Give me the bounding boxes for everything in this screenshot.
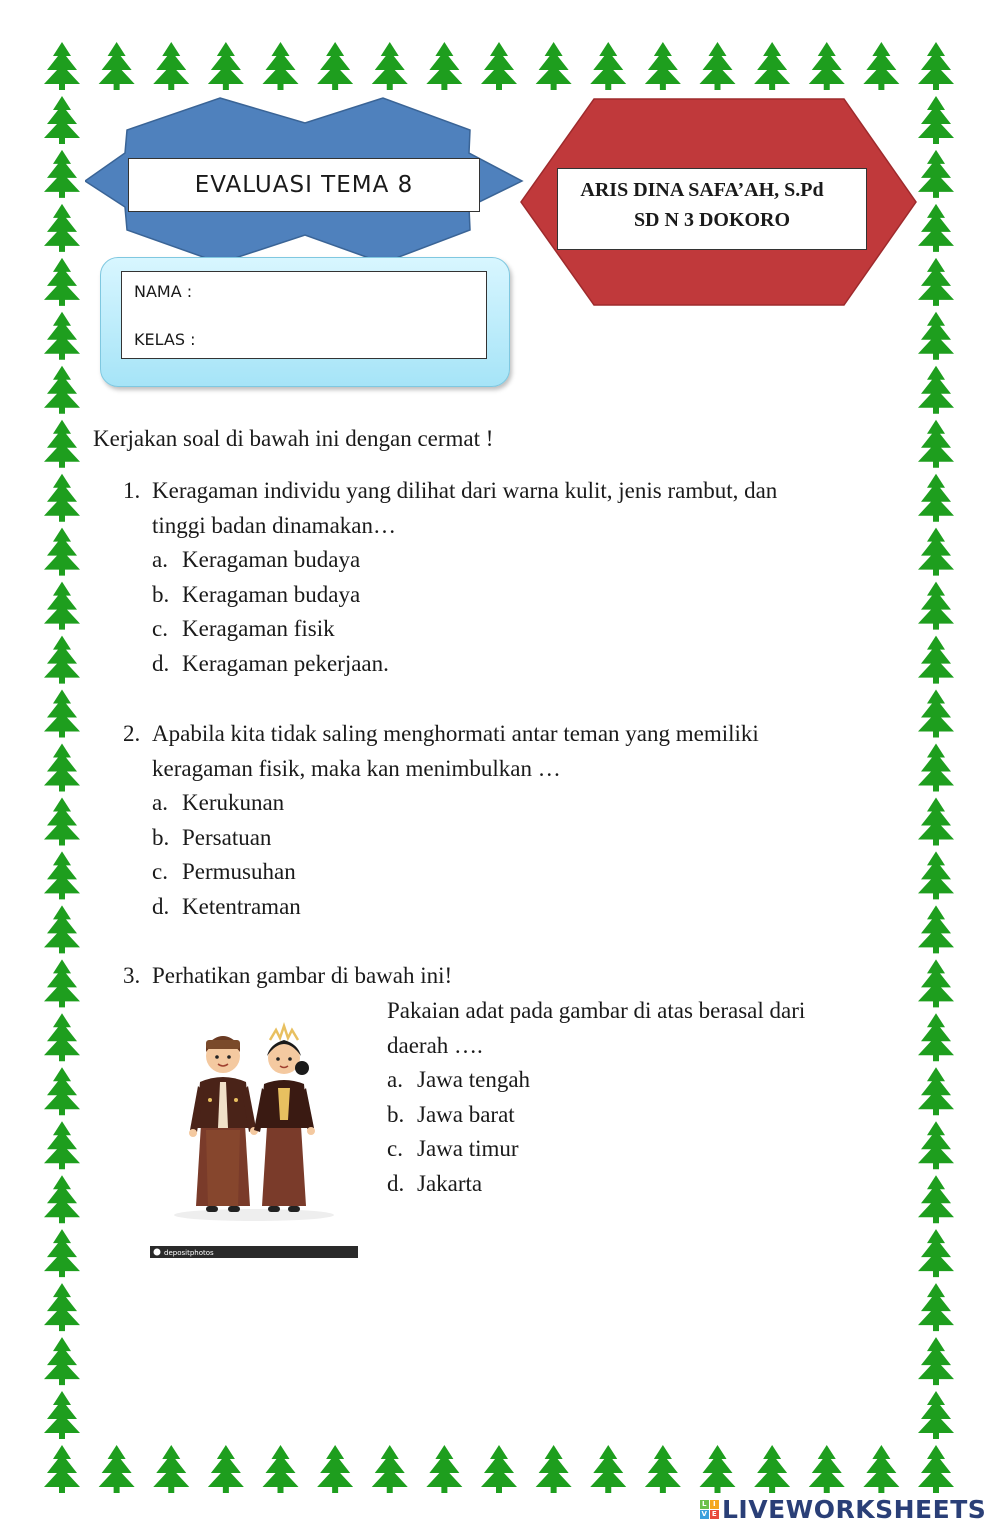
option-c[interactable] <box>152 855 759 890</box>
tree-icon <box>426 42 462 90</box>
tree-icon <box>918 1013 954 1061</box>
identity-box <box>121 271 487 359</box>
tree-icon <box>153 42 189 90</box>
question-text: Keragaman individu yang dilihat dari warna kulit, jenis rambut, dan <box>152 478 778 503</box>
tree-icon <box>372 42 408 90</box>
tree-icon <box>44 1391 80 1439</box>
option-letter: a. <box>152 790 168 815</box>
image-caption: depositphotos <box>164 1249 214 1257</box>
tree-icon <box>426 1445 462 1493</box>
question-number: 2. <box>123 721 141 746</box>
option-letter: c. <box>387 1136 403 1161</box>
tree-icon <box>44 96 80 144</box>
option-a[interactable] <box>152 786 759 821</box>
question-text: daerah …. <box>387 1032 483 1058</box>
tree-icon <box>153 1445 189 1493</box>
tree-icon <box>918 959 954 1007</box>
option-letter: b. <box>152 824 170 850</box>
tree-icon <box>44 366 80 414</box>
option-letter: c. <box>152 616 168 641</box>
tree-icon <box>590 1445 626 1493</box>
option-letter: d. <box>152 893 170 919</box>
option-text: Jakarta <box>417 1170 483 1196</box>
option-text: Ketentraman <box>182 893 301 919</box>
tree-icon <box>99 42 135 90</box>
tree-icon <box>44 744 80 792</box>
tree-icon <box>918 1067 954 1115</box>
question-2 <box>123 717 759 924</box>
option-b[interactable] <box>387 1098 805 1133</box>
question-text: keragaman fisik, maka kan menimbulkan … <box>152 755 561 781</box>
option-letter: d. <box>152 650 170 676</box>
tree-icon <box>809 1445 845 1493</box>
tree-icon <box>44 1337 80 1385</box>
tree-icon <box>754 42 790 90</box>
option-d[interactable] <box>152 647 777 682</box>
question-text: tinggi badan dinamakan… <box>152 512 396 538</box>
option-text: Jawa barat <box>417 1101 515 1127</box>
tree-icon <box>918 312 954 360</box>
tree-icon <box>918 905 954 953</box>
tree-icon <box>44 528 80 576</box>
tree-icon <box>44 905 80 953</box>
tree-icon <box>44 150 80 198</box>
title-box <box>128 158 480 212</box>
tree-icon <box>918 150 954 198</box>
tree-icon <box>918 420 954 468</box>
tree-icon <box>208 1445 244 1493</box>
tree-icon <box>918 96 954 144</box>
tree-icon <box>44 420 80 468</box>
option-letter: b. <box>387 1101 405 1127</box>
logo-text: LIVEWORKSHEETS <box>722 1495 987 1524</box>
tree-icon <box>208 42 244 90</box>
option-text: Keragaman budaya <box>182 547 361 572</box>
option-text: Persatuan <box>182 824 272 850</box>
tree-icon <box>918 258 954 306</box>
tree-icon <box>918 474 954 522</box>
tree-icon <box>481 42 517 90</box>
option-b[interactable] <box>152 821 759 856</box>
tree-icon <box>645 1445 681 1493</box>
tree-icon <box>44 1175 80 1223</box>
option-text: Kerukunan <box>182 790 285 815</box>
logo-letter: E <box>711 1510 718 1518</box>
name-label: NAMA : <box>134 282 193 301</box>
tree-icon <box>44 258 80 306</box>
tree-icon <box>536 1445 572 1493</box>
tree-icon <box>918 851 954 899</box>
option-d[interactable] <box>387 1167 805 1202</box>
page-title: EVALUASI TEMA 8 <box>194 172 414 198</box>
option-text: Keragaman budaya <box>182 581 361 607</box>
tree-icon <box>44 851 80 899</box>
option-text: Jawa tengah <box>417 1067 531 1092</box>
tree-icon <box>44 582 80 630</box>
tree-icon <box>99 1445 135 1493</box>
tree-icon <box>263 1445 299 1493</box>
tree-icon <box>645 42 681 90</box>
tree-icon <box>44 474 80 522</box>
question-text: Pakaian adat pada gambar di atas berasal dari <box>387 998 806 1023</box>
tree-icon <box>918 204 954 252</box>
tree-icon <box>918 797 954 845</box>
question-number: 1. <box>123 478 141 503</box>
school-name: SD N 3 DOKORO <box>633 209 791 231</box>
tree-icon <box>44 1067 80 1115</box>
author-box <box>557 168 867 250</box>
tree-icon <box>44 204 80 252</box>
tree-icon <box>918 1229 954 1277</box>
tree-icon <box>918 1175 954 1223</box>
tree-icon <box>918 1121 954 1169</box>
question-text: Perhatikan gambar di bawah ini! <box>152 963 453 988</box>
tree-icon <box>700 42 736 90</box>
tree-icon <box>918 1283 954 1331</box>
question-number: 3. <box>123 963 141 988</box>
tree-icon <box>918 1337 954 1385</box>
tree-icon <box>263 42 299 90</box>
option-c[interactable] <box>152 612 777 647</box>
traditional-clothing-illustration <box>150 1010 358 1260</box>
tree-icon <box>44 1013 80 1061</box>
tree-icon <box>44 797 80 845</box>
author-name: ARIS DINA SAFA’AH, S.Pd <box>580 179 824 201</box>
class-label: KELAS : <box>134 330 196 349</box>
tree-icon <box>918 582 954 630</box>
liveworksheets-logo[interactable] <box>700 1495 986 1524</box>
tree-icon <box>44 312 80 360</box>
tree-icon <box>918 366 954 414</box>
tree-icon <box>809 42 845 90</box>
tree-icon <box>918 1391 954 1439</box>
option-c[interactable] <box>387 1132 805 1167</box>
question-3-body <box>387 994 805 1201</box>
question-3 <box>123 959 453 994</box>
option-letter: a. <box>387 1067 403 1092</box>
tree-icon <box>918 42 954 90</box>
option-a[interactable] <box>387 1063 805 1098</box>
logo-letter: V <box>701 1510 708 1518</box>
tree-icon <box>918 1445 954 1493</box>
option-letter: b. <box>152 581 170 607</box>
tree-icon <box>317 42 353 90</box>
tree-icon <box>317 1445 353 1493</box>
tree-icon <box>590 42 626 90</box>
tree-icon <box>918 528 954 576</box>
option-letter: c. <box>152 859 168 884</box>
tree-icon <box>536 42 572 90</box>
logo-letter: L <box>700 1500 709 1509</box>
tree-icon <box>918 690 954 738</box>
tree-icon <box>754 1445 790 1493</box>
question-text: Apabila kita tidak saling menghormati antar teman yang memiliki <box>152 721 759 746</box>
tree-icon <box>700 1445 736 1493</box>
tree-icon <box>918 636 954 684</box>
question-1 <box>123 474 778 681</box>
tree-icon <box>44 42 80 90</box>
tree-icon <box>863 42 899 90</box>
option-text: Keragaman fisik <box>182 616 335 641</box>
tree-icon <box>44 690 80 738</box>
tree-icon <box>44 959 80 1007</box>
tree-icon <box>44 1283 80 1331</box>
instruction-text: Kerjakan soal di bawah ini dengan cermat ! <box>93 426 494 451</box>
logo-icon <box>700 1500 719 1519</box>
tree-icon <box>44 1229 80 1277</box>
option-b[interactable] <box>152 578 777 613</box>
tree-icon <box>863 1445 899 1493</box>
tree-icon <box>481 1445 517 1493</box>
option-text: Permusuhan <box>182 859 296 884</box>
option-letter: a. <box>152 547 168 572</box>
tree-icon <box>44 1445 80 1493</box>
option-text: Keragaman pekerjaan. <box>182 650 389 676</box>
option-text: Jawa timur <box>417 1136 519 1161</box>
option-d[interactable] <box>152 890 759 925</box>
tree-icon <box>372 1445 408 1493</box>
tree-icon <box>44 1121 80 1169</box>
logo-letter: I <box>710 1500 719 1509</box>
tree-icon <box>44 636 80 684</box>
option-a[interactable] <box>152 543 777 578</box>
option-letter: d. <box>387 1170 405 1196</box>
tree-icon <box>918 744 954 792</box>
